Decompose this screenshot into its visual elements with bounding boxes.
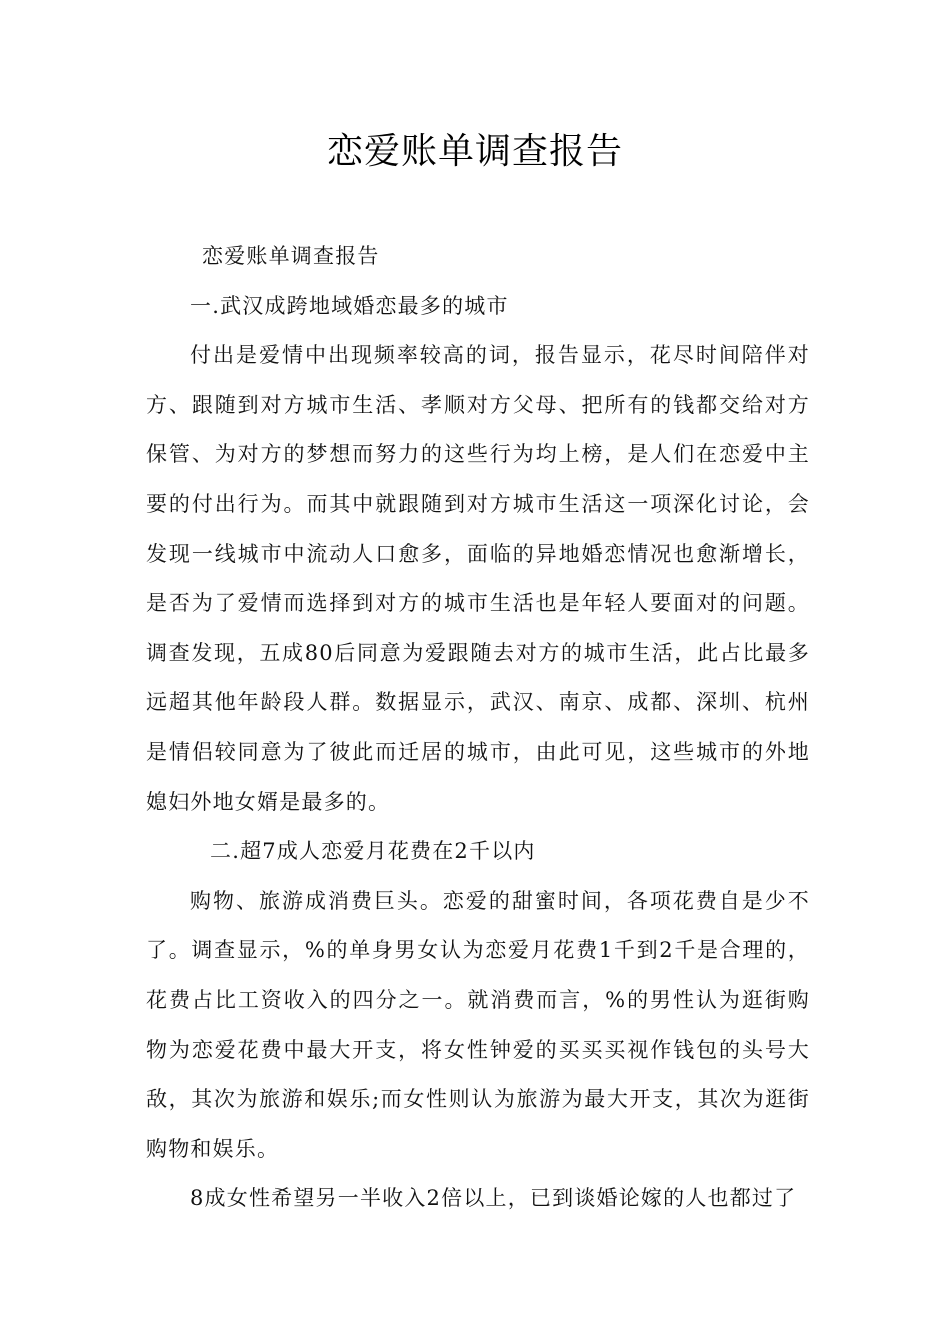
section-2-heading: 二.超7成人恋爱月花费在2千以内: [210, 839, 536, 864]
section-2-paragraph: 购物、旅游成消费巨头。恋爱的甜蜜时间，各项花费自是少不了。调查显示，%的单身男女认为恋爱月花费1千到2千是合理的，花费占比工资收入的四分之一。就消费而言，%的男性认为逛街购物为恋爱花费中最大开支，将女性钟爱的买买买视作钱包的头号大敌，其次为旅游和娱乐;而女性则认为旅游为最大开支，其次为逛街购物和娱乐。: [146, 888, 810, 1161]
document-subtitle: 恋爱账单调查报告: [202, 244, 380, 268]
document-title: 恋爱账单调查报告: [326, 131, 623, 172]
section-1-paragraph: 付出是爱情中出现频率较高的词，报告显示，花尽时间陪伴对方、跟随到对方城市生活、孝顺对方父母、把所有的钱都交给对方保管、为对方的梦想而努力的这些行为均上榜，是人们在恋爱中主要的付出行为。而其中就跟随到对方城市生活这一项深化讨论，会发现一线城市中流动人口愈多，面临的异地婚恋情况也愈渐增长，是否为了爱情而选择到对方的城市生活也是年轻人要面对的问题。调查发现，五成80后同意为爱跟随去对方的城市生活，此占比最多远超其他年龄段人群。数据显示，武汉、南京、成都、深圳、杭州是情侣较同意为了彼此而迁居的城市，由此可见，这些城市的外地媳妇外地女婿是最多的。: [146, 343, 810, 814]
section-3-paragraph: 8成女性希望另一半收入2倍以上，已到谈婚论嫁的人也都过了: [190, 1186, 797, 1211]
section-1-heading: 一.武汉成跨地域婚恋最多的城市: [190, 293, 509, 318]
document-body: [146, 232, 810, 1224]
